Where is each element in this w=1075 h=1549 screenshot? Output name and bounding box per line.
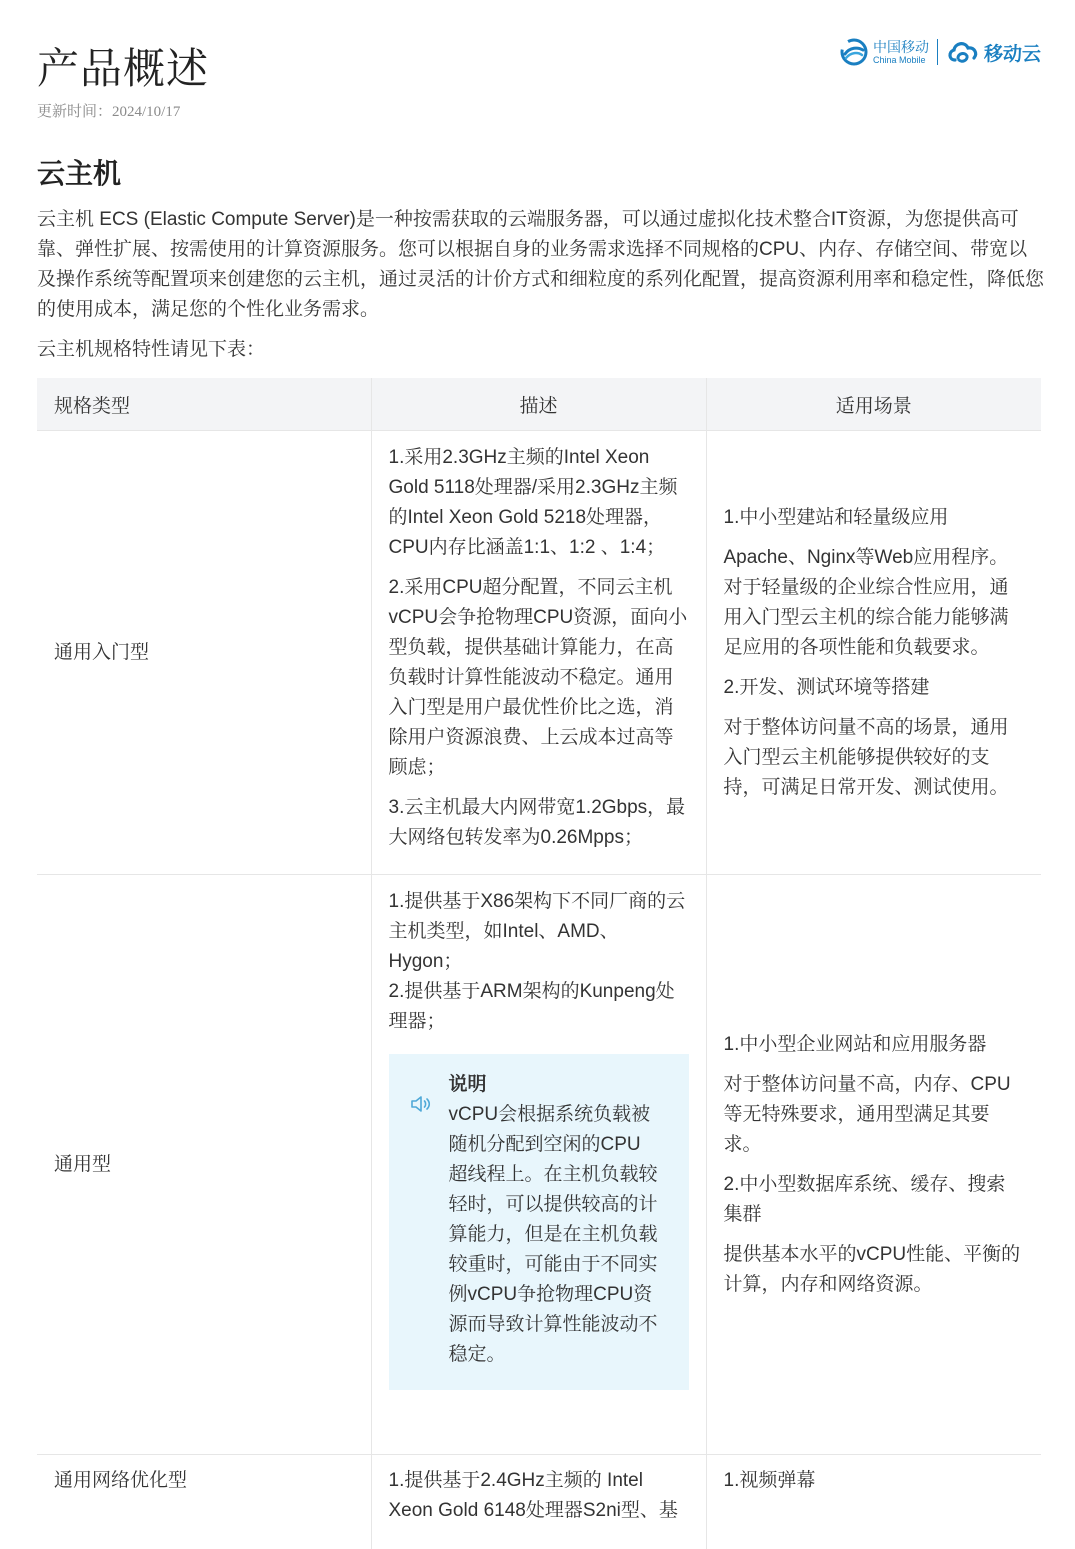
row-scenes: [706, 431, 1041, 875]
cloud-icon: [946, 38, 980, 66]
scene-item: 2.开发、测试环境等搭建: [724, 673, 1025, 703]
table-row: [37, 431, 1041, 875]
table-row: [37, 875, 1041, 1455]
scene-item: 对于整体访问量不高的场景，通用入门型云主机能够提供较好的支持，可满足日常开发、测试使用。: [724, 713, 1025, 803]
section-heading: 云主机: [37, 152, 121, 192]
row-type: 通用入门型: [37, 431, 371, 875]
table-lead: 云主机规格特性请见下表：: [37, 336, 265, 364]
china-mobile-en: China Mobile: [873, 56, 929, 65]
desc-item: 1.提供基于2.4GHz主频的 Intel Xeon Gold 6148处理器S2ni型、基: [389, 1466, 689, 1526]
scene-item: Apache、Nginx等Web应用程序。对于轻量级的企业综合性应用，通用入门型云主机的综合能力能够满足应用的各项性能和负载要求。: [724, 543, 1025, 663]
logo-divider: [937, 39, 938, 65]
update-time: 更新时间：2024/10/17: [37, 100, 180, 121]
spec-table: [37, 378, 1041, 1549]
row-desc: [371, 875, 706, 1455]
header-desc: 描述: [371, 378, 706, 431]
table-header-row: [37, 378, 1041, 431]
scene-item: 1.视频弹幕: [724, 1466, 1025, 1496]
header-type: 规格类型: [37, 378, 371, 431]
note-title: 说明: [449, 1070, 659, 1100]
row-desc: [371, 431, 706, 875]
speaker-icon: [409, 1092, 433, 1116]
section-intro: 云主机 ECS (Elastic Compute Server)是一种按需获取的云端服务器，可以通过虚拟化技术整合IT资源，为您提供高可靠、弹性扩展、按需使用的计算资源服务。您可以根据自身的业务需求选择不同规格的CPU、内存、存储空间、带宽以及操作系统等配置项来创建您的云主机，通过灵活的计价方式和细粒度的系列化配置，提高资源利用率和稳定性，降低您的使用成本，满足您的个性化业务需求。: [37, 205, 1045, 325]
scene-item: 1.中小型企业网站和应用服务器: [724, 1030, 1025, 1060]
table-row: [37, 1455, 1041, 1549]
china-mobile-zh: 中国移动: [873, 40, 929, 54]
row-type: 通用型: [37, 875, 371, 1455]
scene-item: 提供基本水平的vCPU性能、平衡的计算，内存和网络资源。: [724, 1240, 1025, 1300]
desc-item: 3.云主机最大内网带宽1.2Gbps，最大网络包转发率为0.26Mpps；: [389, 793, 689, 853]
header-scenes: 适用场景: [706, 378, 1041, 431]
mobile-cloud-logo: [946, 38, 1041, 66]
row-scenes: [706, 875, 1041, 1455]
scene-item: 对于整体访问量不高，内存、CPU等无特殊要求，通用型满足其要求。: [724, 1070, 1025, 1160]
desc-item: 1.采用2.3GHz主频的Intel Xeon Gold 5118处理器/采用2.3GHz主频的Intel Xeon Gold 5218处理器，CPU内存比涵盖1:1、1:2 、1:4；: [389, 443, 689, 563]
china-mobile-logo-icon: [839, 37, 869, 67]
row-desc: [371, 1455, 706, 1549]
scene-item: 1.中小型建站和轻量级应用: [724, 503, 1025, 533]
china-mobile-logo: [839, 37, 929, 67]
row-scenes: [706, 1455, 1041, 1549]
note-body: vCPU会根据系统负载被随机分配到空闲的CPU超线程上。在主机负载较轻时，可以提供较高的计算能力，但是在主机负载较重时，可能由于不同实例vCPU争抢物理CPU资源而导致计算性能波动不稳定。: [449, 1100, 659, 1370]
row-type: 通用网络优化型: [37, 1455, 371, 1549]
page-title: 产品概述: [37, 36, 209, 96]
desc-item: 1.提供基于X86架构下不同厂商的云主机类型，如Intel、AMD、Hygon；: [389, 887, 689, 977]
desc-item: 2.采用CPU超分配置，不同云主机vCPU会争抢物理CPU资源，面向小型负载，提供基础计算能力，在高负载时计算性能波动不稳定。通用入门型是用户最优性价比之选，消除用户资源浪费、上云成本过高等顾虑；: [389, 573, 689, 783]
mobile-cloud-text: 移动云: [984, 39, 1041, 66]
desc-item: 2.提供基于ARM架构的Kunpeng处理器；: [389, 977, 689, 1037]
scene-item: 2.中小型数据库系统、缓存、搜索集群: [724, 1170, 1025, 1230]
brand-logo: [839, 34, 1041, 70]
note-box: [389, 1054, 689, 1390]
